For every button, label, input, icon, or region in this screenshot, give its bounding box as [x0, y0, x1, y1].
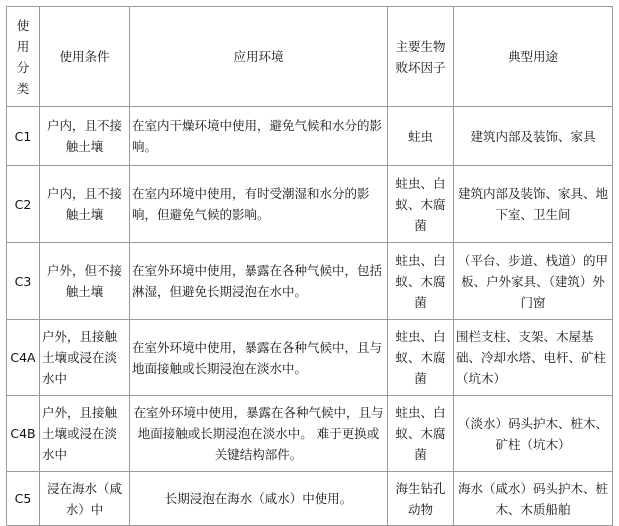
cell-condition: 浸在海水（咸水）中	[40, 472, 130, 526]
header-condition: 使用条件	[40, 7, 130, 107]
cell-environment: 在室外环境中使用，暴露在各种气候中，且与地面接触或长期浸泡在淡水中。 难于更换或关键结构部件。	[130, 396, 388, 472]
table-row	[7, 107, 613, 166]
cell-condition: 户外，且接触土壤或浸在淡水中	[40, 396, 130, 472]
cell-condition: 户内，且不接触土壤	[40, 166, 130, 243]
wood-preservation-table-container	[6, 6, 613, 526]
cell-class: C4B	[7, 396, 40, 472]
cell-class: C1	[7, 107, 40, 166]
cell-condition: 户外，但不接触土壤	[40, 243, 130, 320]
cell-factor: 蛀虫、白蚁、木腐菌	[388, 166, 454, 243]
cell-usage: 建筑内部及装饰、家具、地下室、卫生间	[454, 166, 613, 243]
table-row	[7, 320, 613, 396]
cell-usage: （淡水）码头护木、桩木、矿柱（坑木）	[454, 396, 613, 472]
table-row	[7, 396, 613, 472]
cell-environment: 在室外环境中使用，暴露在各种气候中，包括淋湿，但避免长期浸泡在水中。	[130, 243, 388, 320]
cell-class: C2	[7, 166, 40, 243]
cell-usage: 建筑内部及装饰、家具	[454, 107, 613, 166]
cell-class: C3	[7, 243, 40, 320]
cell-factor: 海生钻孔动物	[388, 472, 454, 526]
header-environment: 应用环境	[130, 7, 388, 107]
cell-environment: 在室内干燥环境中使用，避免气候和水分的影响。	[130, 107, 388, 166]
cell-condition: 户内，且不接触土壤	[40, 107, 130, 166]
cell-usage: 海水（咸水）码头护木、桩木、木质船舶	[454, 472, 613, 526]
table-row	[7, 166, 613, 243]
cell-usage: （平台、步道、栈道）的甲板、户外家具、（建筑）外门窗	[454, 243, 613, 320]
table-row	[7, 472, 613, 526]
header-factor: 主要生物败坏因子	[388, 7, 454, 107]
cell-environment: 长期浸泡在海水（咸水）中使用。	[130, 472, 388, 526]
header-row	[7, 7, 613, 107]
cell-factor: 蛀虫、白蚁、木腐菌	[388, 396, 454, 472]
cell-class: C4A	[7, 320, 40, 396]
header-class: 使用分类	[7, 7, 40, 107]
cell-class: C5	[7, 472, 40, 526]
cell-usage: 围栏支柱、支架、木屋基础、冷却水塔、电杆、矿柱（坑木）	[454, 320, 613, 396]
wood-preservation-table	[6, 6, 613, 526]
cell-factor: 蛀虫、白蚁、木腐菌	[388, 320, 454, 396]
cell-environment: 在室外环境中使用，暴露在各种气候中，且与地面接触或长期浸泡在淡水中。	[130, 320, 388, 396]
cell-factor: 蛀虫	[388, 107, 454, 166]
cell-condition: 户外，且接触土壤或浸在淡水中	[40, 320, 130, 396]
table-row	[7, 243, 613, 320]
header-usage: 典型用途	[454, 7, 613, 107]
cell-factor: 蛀虫、白蚁、木腐菌	[388, 243, 454, 320]
cell-environment: 在室内环境中使用，有时受潮湿和水分的影响，但避免气候的影响。	[130, 166, 388, 243]
